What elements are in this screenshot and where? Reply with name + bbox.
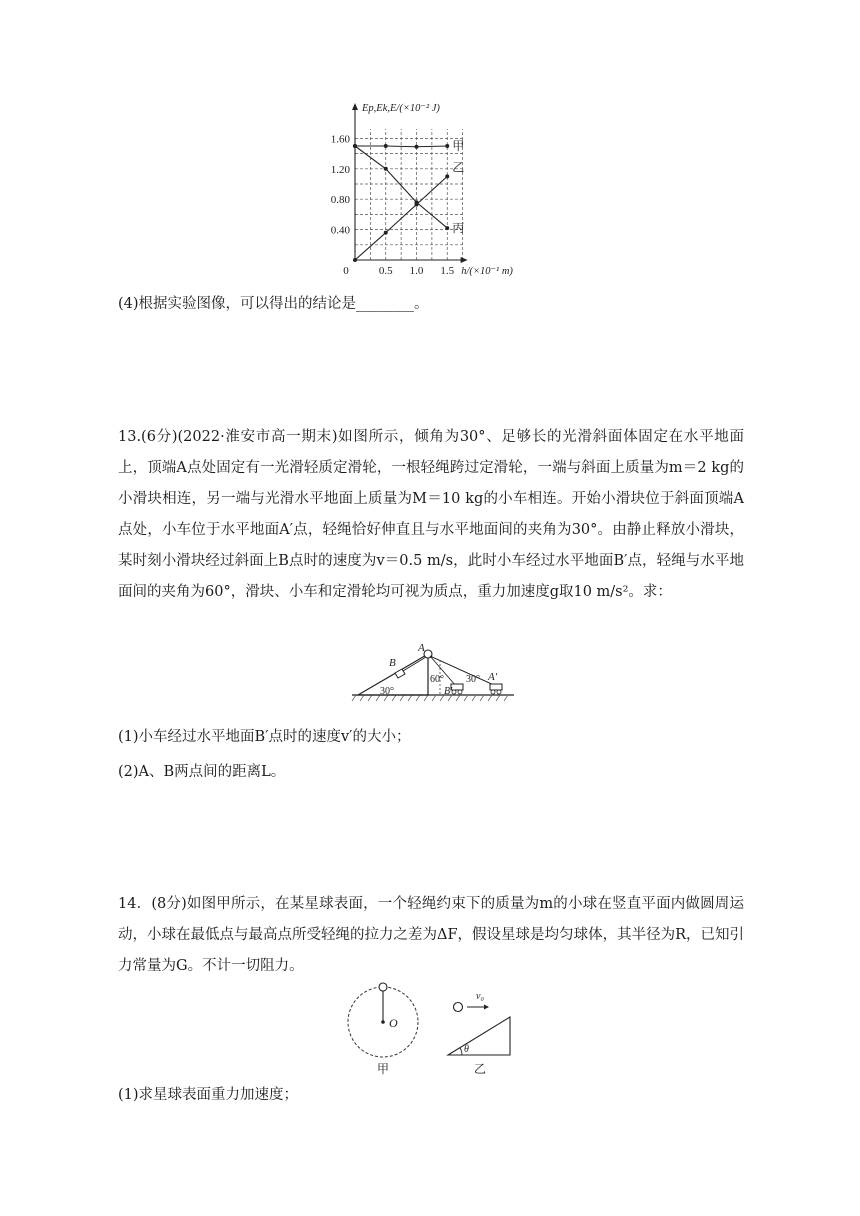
chart-axes bbox=[352, 103, 468, 263]
label-a-prime: A′ bbox=[488, 671, 498, 683]
q13-part2: (2)A、B两点间的距离L。 bbox=[118, 764, 286, 780]
energy-chart bbox=[322, 98, 552, 280]
x-tick-label: 1.0 bbox=[409, 265, 424, 277]
x-tick-label: 0.5 bbox=[378, 265, 393, 277]
cart-a-prime bbox=[490, 684, 502, 690]
origin-label: 0 bbox=[343, 265, 349, 277]
q13-incline-figure bbox=[348, 640, 518, 704]
series-name-label: 乙 bbox=[452, 160, 465, 175]
label-a: A bbox=[418, 642, 425, 654]
data-point bbox=[384, 167, 388, 171]
y-tick-label: 1.20 bbox=[330, 163, 350, 176]
series-name-label: 丙 bbox=[452, 221, 465, 236]
label-angle-60: 60° bbox=[430, 674, 444, 685]
data-point bbox=[415, 145, 419, 149]
data-point bbox=[445, 144, 449, 148]
data-point bbox=[384, 144, 388, 148]
ground-hatch bbox=[352, 695, 508, 701]
q14-stem: 14．(8分)如图甲所示，在某星球表面，一个轻绳约束下的质量为m的小球在竖直平面内做圆周运动，小球在最低点与最高点所受轻绳的拉力之差为ΔF，假设星球是均匀球体，其半径为R，已知引力常量为G。不计一切阻力。 bbox=[118, 896, 744, 974]
data-point bbox=[353, 144, 357, 148]
y-tick-label: 1.60 bbox=[330, 133, 350, 146]
label-yi: 乙 bbox=[474, 1062, 487, 1076]
y-tick-label: 0.80 bbox=[330, 194, 350, 207]
series-line-1 bbox=[355, 146, 447, 147]
q13-stem: 13.(6分)(2022·淮安市高一期末)如图所示，倾角为30°、足够长的光滑斜面体固定在水平地面上，顶端A点处固定有一光滑轻质定滑轮，一根轻绳跨过定滑轮，一端与斜面上质量为m＝2 kg的小滑块相连，另一端与光滑水平地面上质量为M＝10 kg的小车相连。开始小滑块位于斜面顶端A点处，小车位于水平地面A′点，轻绳恰好伸直且与水平地面间的夹角为30°。由静止释放小滑块，某时刻小滑块经过斜面上B点时的速度为v＝0.5 m/s，此时小车经过水平地面B′点，轻绳与水平地面间的夹角为60°，滑块、小车和定滑轮均可视为质点，重力加速度g取10 m/s²。求： bbox=[118, 429, 744, 600]
label-b: B bbox=[389, 657, 396, 669]
q13-part1: (1)小车经过水平地面B′点时的速度v′的大小； bbox=[118, 729, 411, 745]
chart-labels bbox=[331, 103, 514, 277]
center-dot bbox=[381, 1020, 385, 1024]
label-theta: θ bbox=[464, 1044, 469, 1055]
data-point bbox=[445, 226, 449, 230]
data-point bbox=[384, 231, 388, 235]
rope-incline bbox=[403, 657, 426, 671]
series-name-label: 甲 bbox=[452, 139, 465, 153]
label-v0: v₀ bbox=[476, 991, 484, 1002]
y-axis-arrow bbox=[352, 103, 358, 110]
ball bbox=[379, 983, 387, 991]
x-axis-arrow bbox=[461, 257, 468, 263]
slope-triangle bbox=[448, 1017, 510, 1055]
label-o: O bbox=[389, 1016, 398, 1030]
y-tick-label: 0.40 bbox=[330, 224, 350, 237]
label-b-prime: B′ bbox=[444, 686, 453, 697]
q12-part4: (4)根据实验图像，可以得出的结论是________。 bbox=[118, 296, 429, 312]
data-point bbox=[445, 174, 449, 178]
ball-v0 bbox=[454, 1003, 463, 1012]
x-axis-label: h/(×10⁻¹ m) bbox=[461, 266, 513, 277]
label-angle-slope: 30° bbox=[380, 686, 394, 697]
q14-figure-yi bbox=[440, 984, 530, 1078]
data-point bbox=[353, 258, 357, 262]
y-axis-label: Ep,Ek,E/(×10⁻² J) bbox=[362, 103, 440, 114]
q14-part1: (1)求星球表面重力加速度； bbox=[118, 1087, 299, 1103]
cart-b-prime bbox=[451, 684, 463, 690]
label-jia: 甲 bbox=[377, 1062, 390, 1076]
label-angle-30: 30° bbox=[466, 674, 480, 685]
q14-figure-jia bbox=[344, 978, 424, 1078]
data-point bbox=[415, 200, 419, 204]
x-tick-label: 1.5 bbox=[440, 265, 455, 277]
